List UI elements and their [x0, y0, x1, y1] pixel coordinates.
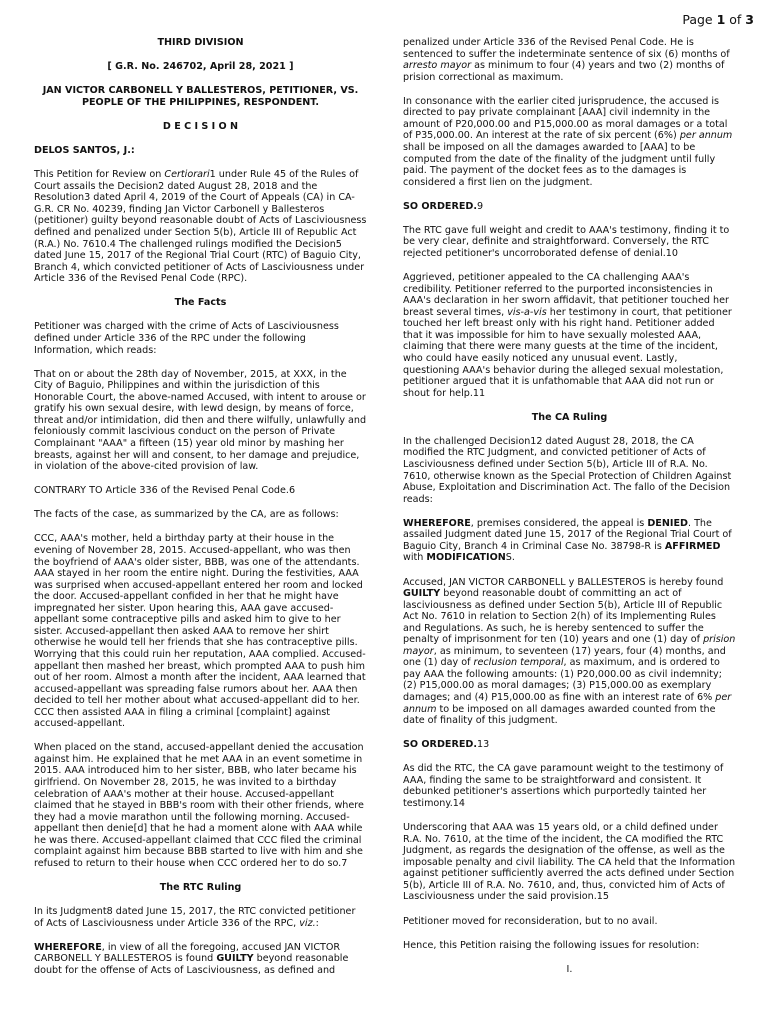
so-ordered-ca: SO ORDERED.13 — [403, 739, 490, 751]
paragraph-information: That on or about the 28th day of November, 2015, at XXX, in the City of Baguio, Philippines and within the jurisdiction of this Honorable Court, the above-named Accused, with intent to arouse or gratify his own sexual desire, with lewd design, by means of force, threat and/or intimidation, did then and there wilfully, unlawfully and feloniously commit lascivious conduct on the person of Private Complainant "AAA" a fifteen (15) year old minor by mashing her breasts, against her will and consent, to her damage and prejudice, in violation of the above-cited provision of law. — [34, 368, 367, 473]
case-parties: JAN VICTOR CARBONELL Y BALLESTEROS, PETITIONER, VS. PEOPLE OF THE PHILIPPINES, RESPONDENT. — [42, 85, 359, 108]
paragraph-rtc-wherefore: WHEREFORE, in view of all the foregoing, accused JAN VICTOR CARBONELL Y BALLESTEROS is found GUILTY beyond reasonable doubt for the offense of Acts of Lasciviousness, as defined and — [34, 941, 349, 976]
paragraph-rtc-judgment: In its Judgment8 dated June 15, 2017, the RTC convicted petitioner of Acts of Lasciviousness under Article 336 of the RPC, viz.: — [34, 906, 356, 929]
page-number: Page 1 of 3 — [682, 12, 754, 27]
paragraph-ca-decision: In the challenged Decision12 dated August 28, 2018, the CA modified the RTC Judgment, and convicted petitioner of Acts of Lasciviousness defined under Section 5(b), Article III of R.A. No. 7610, otherwise known as the Special Protection of Children Against Abuse, Exploitation and Discrimination Act. The fallo of the Decision reads: — [403, 435, 732, 505]
paragraph-rtc-credibility: The RTC gave full weight and credit to AAA's testimony, finding it to be very clear, definite and straightforward. Conversely, the RTC rejected petitioner's uncorroborated defense of denial.10 — [403, 224, 730, 259]
paragraph-appeal: Aggrieved, petitioner appealed to the CA challenging AAA's credibility. Petitioner referred to the purported inconsistencies in AAA's declaration in her sworn affidavit, that petitioner touched her breast several times, vis-a-vis her testimony in court, that petitioner touched her left breast only with his right hand. Petitioner added that it was impossible for him to have sexually molested AAA, claiming that there were many guests at the time of the incident, who could have easily noticed any unusual event. Lastly, questioning AAA's behavior during the alleged sexual molestation, petitioner argued that it is unfathomable that AAA did not run or shout for help.11 — [403, 272, 732, 399]
paragraph-facts-intro: The facts of the case, as summarized by the CA, are as follows: — [34, 509, 339, 521]
paragraph-ca-wherefore: WHEREFORE, premises considered, the appeal is DENIED. The assailed Judgment dated June 15, 2017 of the Regional Trial Court of Baguio City, Branch 4 in Criminal Case No. 38798-R is AFFIRMED with MODIFICATIONS. — [403, 517, 732, 564]
paragraph-reconsideration: Petitioner moved for reconsideration, but to no avail. — [403, 915, 658, 927]
case-number: [ G.R. No. 246702, April 28, 2021 ] — [107, 61, 294, 73]
facts-heading: The Facts — [174, 297, 227, 309]
paragraph-rtc-damages: In consonance with the earlier cited jurisprudence, the accused is directed to pay private complainant [AAA] civil indemnity in the amount of P20,000.00 and P15,000.00 as moral damages or a total of P35,000.00. An interest at the rate of six percent (6%) per annum shall be imposed on all the damages awarded to [AAA] to be computed from the date of the finality of the judgment until fully paid. The payment of the docket fees as to the damages is considered a first lien on the judgment. — [403, 95, 733, 188]
paragraph-prosecution-facts: CCC, AAA's mother, held a birthday party at their house in the evening of November 28, 2015. Accused-appellant, who was then the boyfriend of AAA's older sister, BBB, was one of the attendants. AAA stayed in her room the entire night. During the festivities, AAA was surprised when accused-appellant entered her room and locked the door. Accused-appellant confided in her that he might have impregnated her sister. Upon hearing this, AAA gave accused-appellant some contraceptive pills and asked him to give to her sister. Accused-appellant then asked AAA to remove her shirt otherwise he would tell her friends that she has contraceptive pills. Worrying that this could ruin her reputation, AAA complied. Accused-appellant then mashed her breast, which prompted AAA to push him out of her room. Almost a month after the incident, AAA learned that accused-appellant was spreading false rumors about her. AAA then decided to tell her mother about what accused-appellant did to her. CCC then assisted AAA in filing a criminal [complaint] against accused-appellant. — [34, 533, 366, 730]
issue-number: I. — [566, 963, 573, 975]
ca-heading: The CA Ruling — [531, 411, 608, 423]
paragraph-intro: This Petition for Review on Certiorari1 under Rule 45 of the Rules of Court assails the Decision2 dated August 28, 2018 and the Resolution3 dated April 4, 2019 of the Court of Appeals (CA) in CA-G.R. CR No. 40239, finding Jan Victor Carbonell y Ballesteros (petitioner) guilty beyond reasonable doubt of Acts of Lasciviousness defined and penalized under Section 5(b), Article III of Republic Act (R.A.) No. 7610.4 The challenged rulings modified the Decision5 dated June 15, 2017 of the Regional Trial Court (RTC) of Baguio City, Branch 4, which convicted petitioner of Acts of Lasciviousness under Article 336 of the Revised Penal Code (RPC). — [34, 169, 367, 285]
paragraph-charge: Petitioner was charged with the crime of Acts of Lasciviousness defined under Article 336 of the RPC under the following Information, which reads: — [34, 321, 339, 356]
ponente: DELOS SANTOS, J.: — [34, 145, 135, 157]
paragraph-defense-facts: When placed on the stand, accused-appellant denied the accusation against him. He explained that he met AAA in an event sometime in 2015. AAA introduced him to her sister, BBB, who later became his girlfriend. On November 28, 2015, he was invited to a birthday celebration of AAA's mother at their house. Accused-appellant claimed that he stayed in BBB's room with their other friends, where they had a movie marathon until the following morning. Accused-appellant then denie[d] that he had a moment alone with AAA while he was there. Accused-appellant claimed that CCC filed the criminal complaint against him because BBB started to live with him and she refused to return to their house when CCC ordered her to do so.7 — [34, 742, 364, 869]
paragraph-ca-sentence: Accused, JAN VICTOR CARBONELL y BALLESTEROS is hereby found GUILTY beyond reasonable doubt of committing an act of lasciviousness as defined under Section 5(b), Article III of Republic Act No. 7610 in relation to Section 2(h) of its Implementing Rules and Regulations. As such, he is hereby sentenced to suffer the penalty of imprisonment for ten (10) years and one (1) day of prision mayor, as minimum, to seventeen (17) years, four (4) months, and one (1) day of reclusion temporal, as maximum, and is ordered to pay AAA the following amounts: (1) P20,000.00 as civil indemnity; (2) P15,000.00 as moral damages; (3) P15,000.00 as exemplary damages; and (4) P15,000.00 as fine with an interest rate of 6% per annum to be imposed on all damages awarded counted from the date of finality of this judgment. — [403, 576, 736, 727]
so-ordered-rtc: SO ORDERED.9 — [403, 200, 484, 212]
paragraph-contrary: CONTRARY TO Article 336 of the Revised Penal Code.6 — [34, 485, 296, 497]
paragraph-ca-modification: Underscoring that AAA was 15 years old, or a child defined under R.A. No. 7610, at the time of the incident, the CA modified the RTC Judgment, as regards the designation of the offense, as well as the imposable penalty and civil liability. The CA held that the Information against petitioner sufficiently averred the acts defined under Section 5(b), Article III of R.A. No. 7610, and, thus, convicted him of Acts of Lasciviousness under the said provision.15 — [403, 822, 736, 903]
paragraph-ca-credibility: As did the RTC, the CA gave paramount weight to the testimony of AAA, finding the same to be straightforward and consistent. It debunked petitioner's assertions which purportedly tainted her testimony.14 — [403, 763, 724, 810]
rtc-heading: The RTC Ruling — [159, 881, 242, 893]
decision-heading: D E C I S I O N — [162, 120, 239, 132]
division-heading: THIRD DIVISION — [157, 37, 244, 48]
paragraph-rtc-sentence: penalized under Article 336 of the Revised Penal Code. He is sentenced to suffer the indeterminate sentence of six (6) months of arresto mayor as minimum to four (4) years and two (2) months of prision correctional as maximum. — [403, 37, 730, 83]
right-column — [403, 37, 736, 988]
left-column — [34, 37, 367, 989]
paragraph-issues-intro: Hence, this Petition raising the following issues for resolution: — [403, 939, 700, 951]
